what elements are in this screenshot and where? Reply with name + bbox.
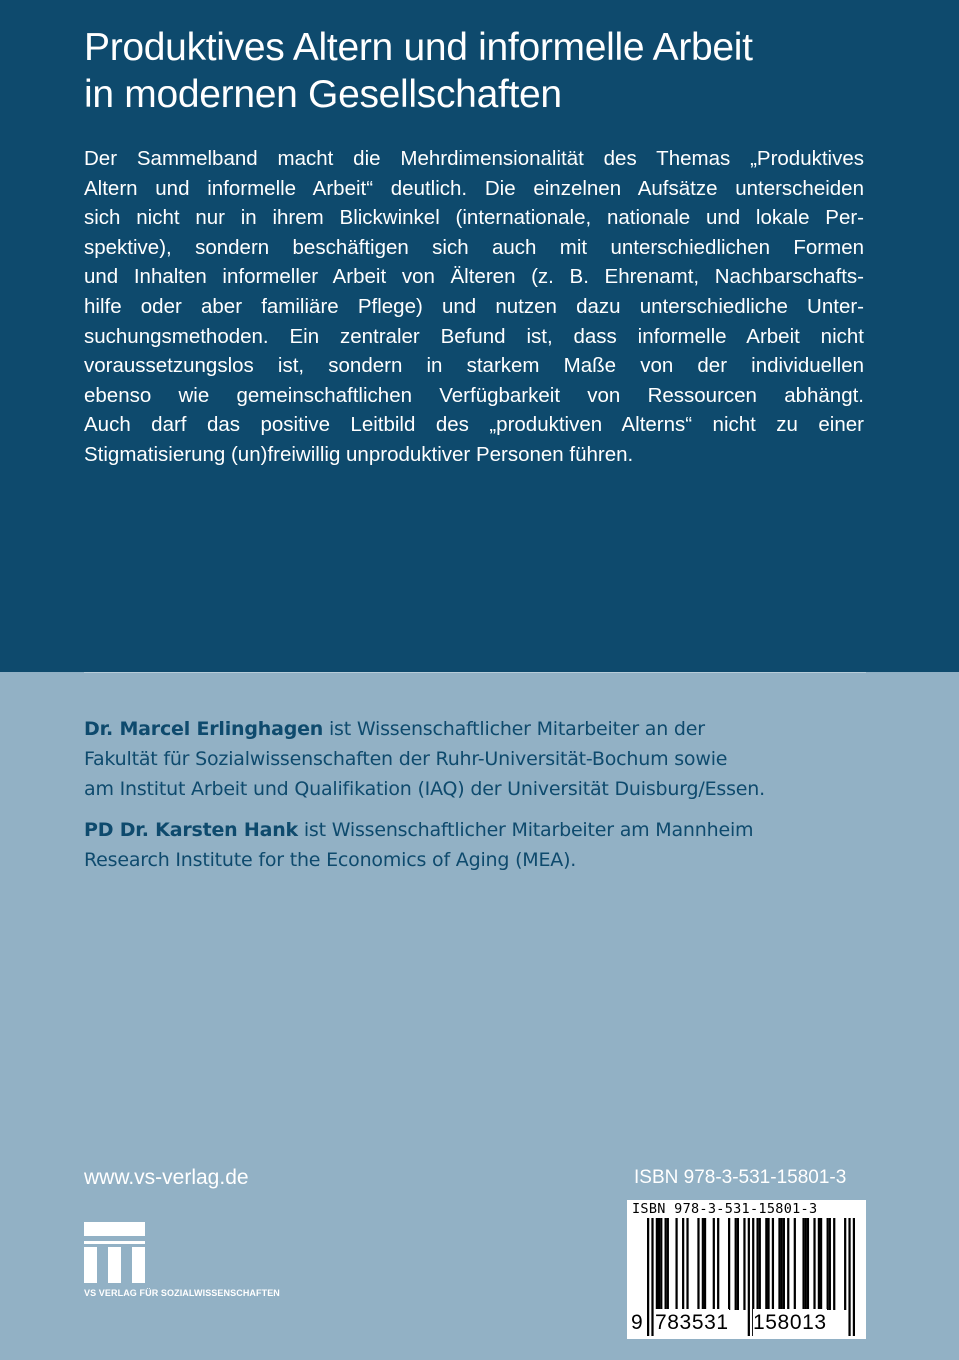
publisher-website: www.vs-verlag.de <box>84 1166 249 1189</box>
bio-text: ist Wissenschaftlicher Mitarbeiter am Mannheim <box>298 819 754 841</box>
barcode-bar <box>783 1218 785 1310</box>
barcode-bar <box>717 1218 719 1310</box>
publisher-name: VS VERLAG FÜR SOZIALWISSENSCHAFTEN <box>84 1288 280 1298</box>
barcode-bar <box>713 1218 715 1310</box>
description-line: voraussetzungslos ist, sondern in starkem Maße von der individuellen <box>84 354 864 378</box>
barcode-bar <box>728 1218 730 1310</box>
barcode-bar <box>759 1218 761 1310</box>
barcode-bar <box>756 1218 758 1310</box>
barcode-bar <box>682 1218 684 1310</box>
barcode-digits-right: 158013 <box>753 1309 827 1337</box>
barcode-digits <box>631 1309 857 1337</box>
barcode-bar <box>807 1218 809 1310</box>
barcode-bar <box>767 1218 769 1310</box>
description-line: hilfe oder aber familiäre Pflege) und nutzen dazu unterschiedliche Unter- <box>84 294 864 318</box>
barcode-bar <box>765 1218 767 1310</box>
barcode-bar <box>778 1218 780 1310</box>
title-line: in modernen Gesellschaften <box>84 73 562 116</box>
barcode-bar <box>686 1218 688 1310</box>
author-bio-erlinghagen <box>84 714 874 804</box>
barcode-bar <box>802 1218 804 1310</box>
bio-line: am Institut Arbeit und Qualifikation (IAQ) der Universität Duisburg/Essen. <box>84 778 765 800</box>
barcode-bar <box>675 1218 677 1310</box>
barcode-bar <box>735 1218 737 1310</box>
description-line: ebenso wie gemeinschaftlichen Verfügbarkeit von Ressourcen abhängt. <box>84 383 864 407</box>
barcode-bar <box>772 1218 774 1310</box>
divider <box>84 672 866 673</box>
bio-line: Fakultät für Sozialwissenschaften der Ruhr-Universität-Bochum sowie <box>84 748 728 770</box>
barcode-bar <box>818 1218 820 1310</box>
barcode-bar <box>660 1218 662 1310</box>
barcode-bar <box>704 1218 706 1310</box>
bio-line <box>84 815 874 845</box>
barcode-bar <box>820 1218 822 1310</box>
description-line: spektive), sondern beschäftigen sich auch mit unterschiedlichen Formen <box>84 235 864 259</box>
title-line: Produktives Altern und informelle Arbeit <box>84 26 753 69</box>
barcode-bar <box>787 1218 789 1310</box>
barcode-bar <box>737 1218 739 1310</box>
author-bio-hank <box>84 815 874 875</box>
barcode-bar <box>781 1218 783 1310</box>
barcode-bar <box>743 1218 745 1310</box>
barcode-bar <box>658 1218 660 1310</box>
description-line: sich nicht nur in ihrem Blickwinkel (internationale, nationale und lokale Per- <box>84 206 864 230</box>
barcode-bar <box>697 1218 699 1310</box>
barcode-bar <box>794 1218 796 1310</box>
book-title <box>84 24 884 118</box>
barcode-bar <box>667 1218 669 1310</box>
barcode-bar <box>665 1218 667 1310</box>
barcode-bar <box>827 1218 829 1310</box>
bio-line <box>84 714 874 744</box>
author-name: Dr. Marcel Erlinghagen <box>84 718 324 740</box>
description-line: und Inhalten informeller Arbeit von Älteren (z. B. Ehrenamt, Nachbarschafts- <box>84 265 864 289</box>
book-description <box>84 144 864 470</box>
barcode-digits-left: 783531 <box>655 1309 729 1337</box>
description-line: Altern und informelle Arbeit“ deutlich. Die einzelnen Aufsätze unterscheiden <box>84 176 864 200</box>
barcode-digit-first: 9 <box>631 1309 643 1337</box>
isbn-barcode <box>627 1200 866 1339</box>
author-name: PD Dr. Karsten Hank <box>84 819 298 841</box>
barcode-bar <box>833 1218 835 1310</box>
barcode-bar <box>702 1218 704 1310</box>
barcode-bar <box>813 1218 815 1310</box>
barcode-bar <box>844 1218 846 1310</box>
description-line: suchungsmethoden. Ein zentraler Befund ist, dass informelle Arbeit nicht <box>84 324 864 348</box>
barcode-bar <box>829 1218 831 1310</box>
barcode-bar <box>805 1218 807 1310</box>
description-line: Der Sammelband macht die Mehrdimensionalität des Themas „Produktives <box>84 147 864 170</box>
bio-line: Research Institute for the Economics of Aging (MEA). <box>84 849 577 871</box>
barcode-isbn-text: ISBN 978-3-531-15801-3 <box>632 1201 818 1217</box>
description-line: Auch darf das positive Leitbild des „produktiven Alterns“ nicht zu einer <box>84 413 864 437</box>
bio-text: ist Wissenschaftlicher Mitarbeiter an der <box>323 718 705 740</box>
isbn-label: ISBN 978-3-531-15801-3 <box>634 1167 847 1188</box>
description-line: Stigmatisierung (un)freiwillig unproduktiver Personen führen. <box>84 442 634 466</box>
barcode-bar <box>656 1218 658 1310</box>
